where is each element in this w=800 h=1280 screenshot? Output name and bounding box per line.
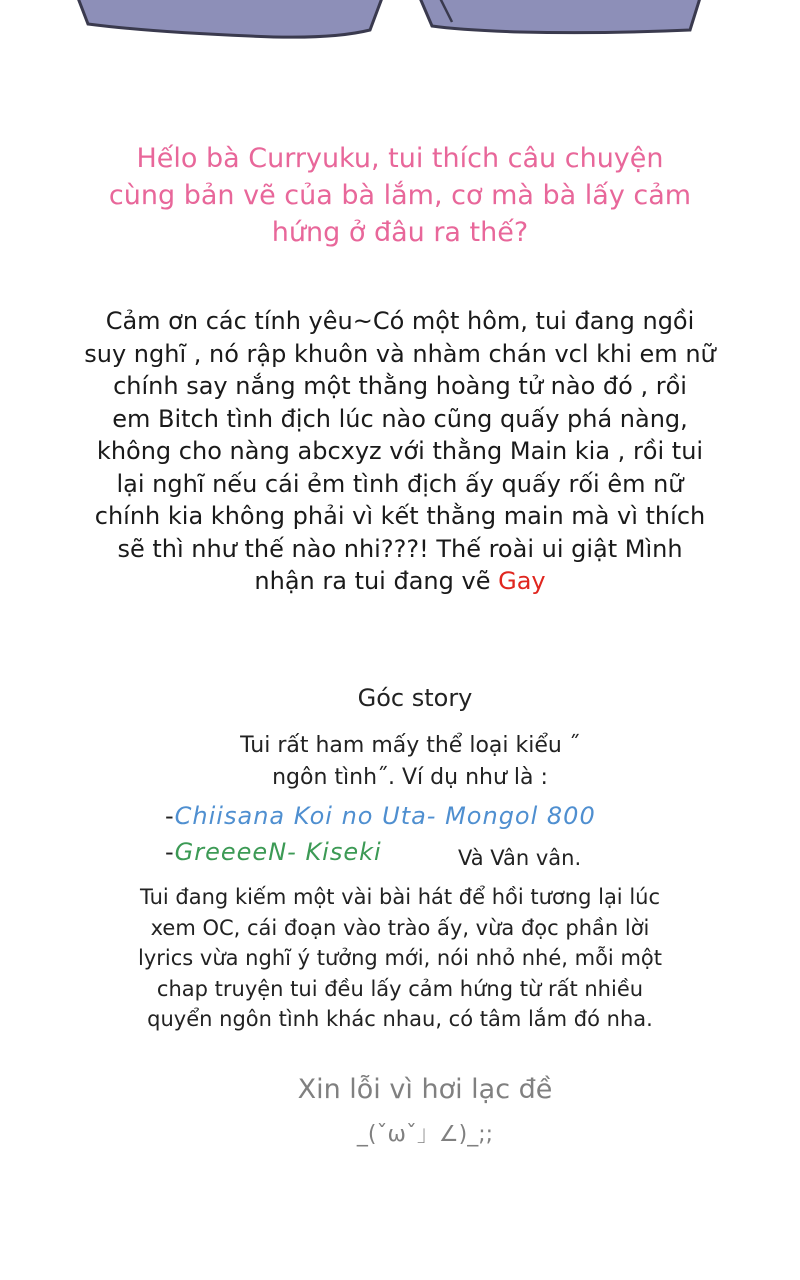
answer-line-prefix: nhận ra tui đang vẽ: [254, 567, 499, 595]
reader-question: [60, 140, 740, 251]
answer-line: chính kia không phải vì kết thằng main mà vì thích: [94, 502, 706, 530]
song-title: Chiisana Koi no Uta- Mongol 800: [174, 802, 596, 830]
body-line: xem OC, cái đoạn vào trào ấy, vừa đọc phần lời: [150, 915, 650, 940]
body-line: chap truyện tui đều lấy cảm hứng từ rất nhiều: [156, 976, 644, 1001]
question-line: hứng ở đâu ra thế?: [271, 217, 529, 248]
answer-line: không cho nàng abcxyz với thằng Main kia , rồi tui: [96, 437, 704, 465]
body-line: Tui đang kiếm một vài bài hát để hồi tương lại lúc: [139, 885, 661, 909]
answer-line: sẽ thì như thế nào nhi???! Thế roài ui giật Mình: [117, 534, 683, 563]
corner-body: [120, 882, 680, 1035]
highlight-word: Gay: [498, 567, 546, 595]
answer-line: suy nghĩ , nó rập khuôn và nhàm chán vcl khi em nữ: [84, 339, 716, 368]
corner-intro: [170, 730, 650, 794]
answer-last-line: [70, 565, 730, 598]
answer-line: lại nghĩ nếu cái ẻm tình địch ấy quấy rối êm nữ: [116, 469, 684, 498]
answer-line: em Bitch tình địch lúc nào cũng quấy phá nàng,: [112, 404, 688, 433]
intro-line: ngôn tình˝. Ví dụ như là :: [272, 765, 548, 790]
song-dash: -: [165, 838, 175, 866]
kaomoji: _(ˇωˇ」∠)_;;: [356, 1122, 494, 1147]
answer-line: Cảm ơn các tính yêu~Có một hôm, tui đang ngồi: [105, 307, 695, 335]
song-title: GreeeeN- Kiseki: [174, 838, 382, 866]
body-line: quyển ngôn tình khác nhau, có tâm lắm đó nha.: [147, 1007, 653, 1031]
corner-title: Góc story: [357, 684, 473, 712]
intro-line: Tui rất ham mấy thể loại kiểu ˝: [240, 733, 580, 758]
question-line: Hếlo bà Curryuku, tui thích câu chuyện: [136, 143, 664, 174]
body-line: lyrics vừa nghĩ ý tưởng mới, nói nhỏ nhé, mỗi một: [138, 946, 662, 970]
etc-text: Và Vân vân.: [458, 846, 582, 870]
answer-line: chính say nắng một thằng hoàng tử nào đó , rồi: [113, 372, 687, 400]
song-dash: -: [165, 802, 175, 830]
song-item-kiseki: [165, 838, 382, 866]
question-line: cùng bản vẽ của bà lắm, cơ mà bà lấy cảm: [108, 180, 692, 211]
left-sleeve-shape: [78, 0, 382, 37]
song-item-chiisana-koi: [165, 802, 596, 830]
author-answer: [70, 305, 730, 598]
apology-text: Xin lỗi vì hơi lạc đề: [297, 1074, 553, 1105]
right-sleeve-shape: [420, 0, 700, 33]
artwork-fragment: [0, 0, 800, 60]
